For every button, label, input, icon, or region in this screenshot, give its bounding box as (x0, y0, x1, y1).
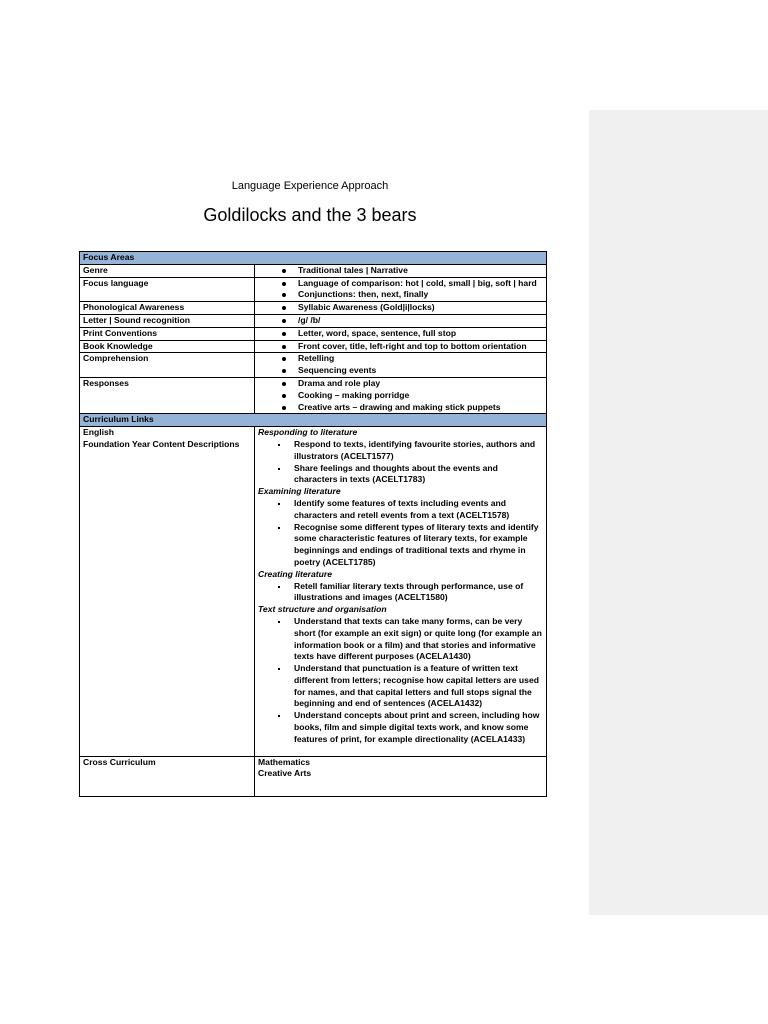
focus-label: Phonological Awareness (80, 302, 255, 315)
focus-list-item: Sequencing events (282, 365, 543, 377)
focus-label: Comprehension (80, 353, 255, 378)
curriculum-links-header-row (80, 414, 547, 427)
curriculum-item: Retell familiar literary texts through performance, use of illustrations and images (ACELT1580) (278, 581, 543, 605)
lesson-plan-table (79, 251, 547, 797)
focus-label: Letter | Sound recognition (80, 314, 255, 327)
curriculum-item: Share feelings and thoughts about the events and characters in texts (ACELT1783) (278, 463, 543, 487)
focus-list-item: Drama and role play (282, 378, 543, 390)
focus-content (255, 277, 547, 302)
focus-list (258, 265, 543, 277)
focus-content (255, 264, 547, 277)
focus-row (80, 302, 547, 315)
focus-content (255, 340, 547, 353)
focus-areas-header-row (80, 252, 547, 265)
focus-row (80, 353, 547, 378)
focus-label: Genre (80, 264, 255, 277)
focus-list (258, 341, 543, 353)
comment-pane (589, 110, 768, 915)
curriculum-item: Understand that texts can take many forms, can be very short (for example an exit sign) or quite long (for example an information book or a film) and that stories and informative texts have different purposes (ACELA1430) (278, 616, 543, 663)
curriculum-section-heading: Examining literature (258, 486, 341, 497)
focus-list (258, 302, 543, 314)
focus-label: Print Conventions (80, 327, 255, 340)
curriculum-links-header: Curriculum Links (80, 414, 547, 427)
focus-areas-header: Focus Areas (80, 252, 547, 265)
focus-label: Responses (80, 377, 255, 413)
cross-curriculum-value: Creative Arts (258, 768, 312, 779)
focus-list-item: Creative arts – drawing and making stick puppets (282, 402, 543, 414)
focus-list-item: Syllabic Awareness (Gold|i|locks) (282, 302, 543, 314)
focus-content (255, 377, 547, 413)
curriculum-item: Respond to texts, identifying favourite stories, authors and illustrators (ACELT1577) (278, 439, 543, 463)
cross-curriculum-label: Cross Curriculum (80, 756, 255, 797)
focus-list-item: Conjunctions: then, next, finally (282, 289, 543, 301)
focus-label: Book Knowledge (80, 340, 255, 353)
focus-content (255, 327, 547, 340)
focus-list-item: Retelling (282, 353, 543, 365)
focus-list-item: Traditional tales | Narrative (282, 265, 543, 277)
curriculum-section-heading: Text structure and organisation (258, 604, 387, 615)
document-title: Goldilocks and the 3 bears (203, 205, 417, 225)
focus-row (80, 314, 547, 327)
document-subtitle: Language Experience Approach (231, 180, 389, 192)
focus-label: Focus language (80, 277, 255, 302)
focus-list (258, 328, 543, 340)
curriculum-section-list (258, 616, 543, 746)
focus-content (255, 353, 547, 378)
focus-row (80, 264, 547, 277)
curriculum-section-list (258, 581, 543, 605)
cross-curriculum-row (80, 756, 547, 797)
cross-curriculum-content (255, 756, 547, 797)
focus-list (258, 278, 543, 302)
focus-row (80, 377, 547, 413)
focus-row (80, 277, 547, 302)
curriculum-descriptor: Foundation Year Content Descriptions (83, 438, 240, 449)
curriculum-content (255, 427, 547, 757)
focus-content (255, 302, 547, 315)
focus-list-item: /g/ /b/ (282, 315, 543, 327)
curriculum-section-list (258, 439, 543, 486)
curriculum-item: Identify some features of texts including events and characters and retell events from a text (ACELT1578) (278, 498, 543, 522)
curriculum-section-heading: Creating literature (258, 568, 333, 579)
curriculum-item: Recognise some different types of literary texts and identify some characteristic features of literary texts, for example beginnings and endings of traditional texts and rhyme in poetry (ACELT1785) (278, 522, 543, 569)
curriculum-section-heading: Responding to literature (258, 427, 358, 438)
focus-row (80, 340, 547, 353)
curriculum-item: Understand that punctuation is a feature of written text different from letters; recognise how capital letters are used for names, and that capital letters and full stops signal the beginning and end of sentences (ACELA1432) (278, 663, 543, 710)
focus-list (258, 315, 543, 327)
curriculum-label (80, 427, 255, 757)
curriculum-section-list (258, 498, 543, 569)
focus-content (255, 314, 547, 327)
focus-list-item: Language of comparison: hot | cold, small | big, soft | hard (282, 278, 543, 290)
focus-list (258, 353, 543, 377)
curriculum-row (80, 427, 547, 757)
curriculum-subject: English (83, 427, 115, 438)
focus-list (258, 378, 543, 413)
focus-list-item: Letter, word, space, sentence, full stop (282, 328, 543, 340)
curriculum-item: Understand concepts about print and screen, including how books, film and simple digital texts work, and know some features of print, for example directionality (ACELA1433) (278, 710, 543, 745)
focus-row (80, 327, 547, 340)
focus-list-item: Cooking – making porridge (282, 390, 543, 402)
cross-curriculum-value: Mathematics (258, 756, 311, 767)
lesson-plan-table-body (80, 252, 547, 797)
focus-list-item: Front cover, title, left-right and top to bottom orientation (282, 341, 543, 353)
